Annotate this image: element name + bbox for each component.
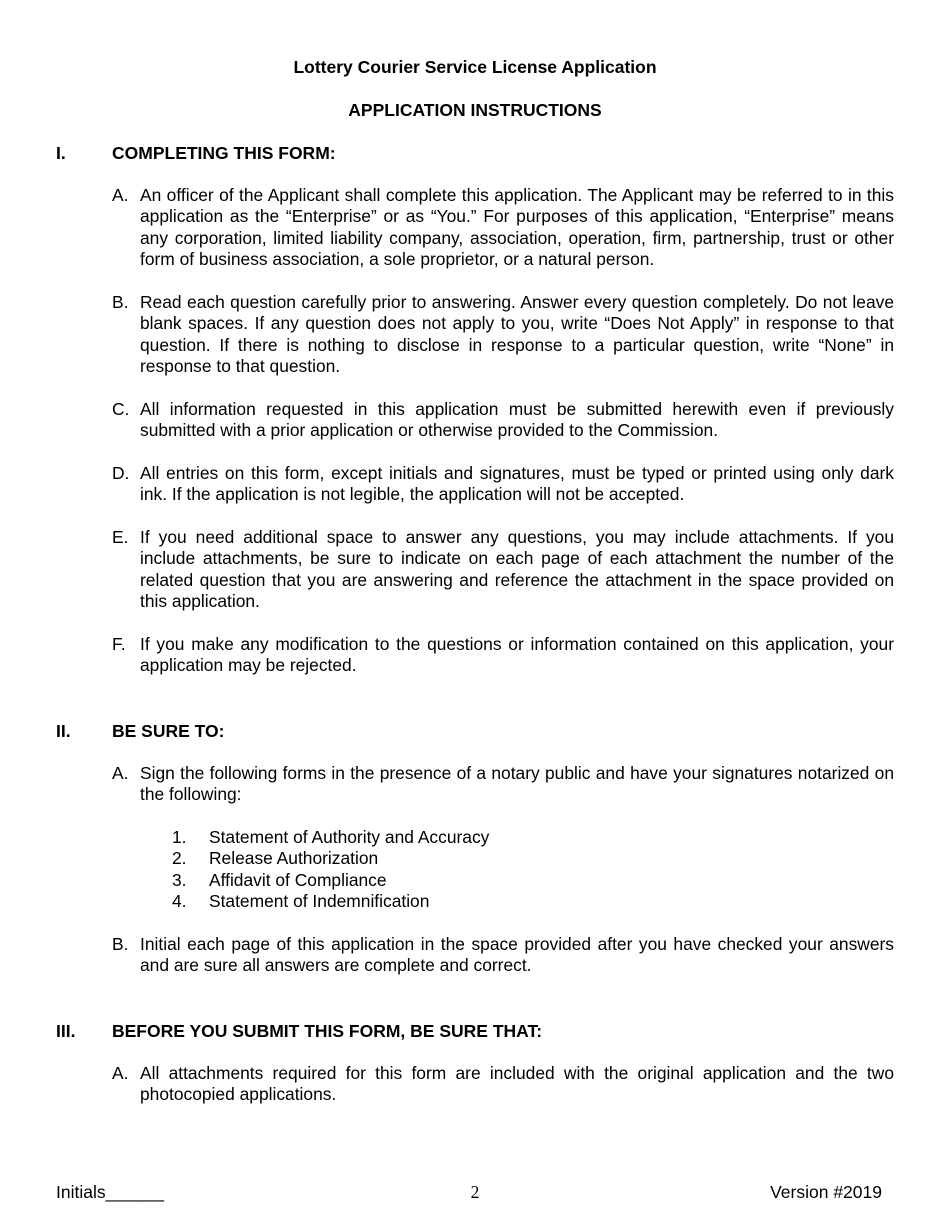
item-text: If you make any modification to the questions or information contained on this application, your application may be rejected. <box>140 634 894 676</box>
instruction-item <box>112 399 894 442</box>
document-title: Lottery Courier Service License Application <box>293 57 657 77</box>
list-text: Release Authorization <box>209 848 379 869</box>
section-numeral: I. <box>56 143 66 163</box>
list-text: Statement of Indemnification <box>209 891 430 912</box>
section-title: BE SURE TO: <box>112 721 225 741</box>
item-letter: F. <box>112 634 126 654</box>
list-number: 1. <box>172 827 187 847</box>
item-letter: B. <box>112 934 129 954</box>
list-number: 3. <box>172 869 187 890</box>
instruction-item <box>112 763 894 806</box>
instruction-item <box>112 934 894 977</box>
item-text: An officer of the Applicant shall complete this application. The Applicant may be referred to in this application as the “Enterprise” or as “You.” For purposes of this application, “Enterprise” means any corporation, limited liability company, association, operation, firm, partnership, trust or other form of business association, a sole proprietor, or a natural person. <box>140 185 894 270</box>
item-text: If you need additional space to answer any questions, you may include attachments. If you include attachments, be sure to indicate on each page of each attachment the number of the related question that you are answering and reference the attachment in the space provided on this application. <box>140 527 894 612</box>
item-text: Initial each page of this application in the space provided after you have checked your answers and are sure all answers are complete and correct. <box>140 934 894 976</box>
item-letter: B. <box>112 292 129 312</box>
version-label: Version #2019 <box>770 1182 882 1202</box>
list-text: Statement of Authority and Accuracy <box>209 827 490 847</box>
item-letter: C. <box>112 399 130 419</box>
list-number: 2. <box>172 848 187 869</box>
instruction-item <box>112 463 894 506</box>
item-text: All attachments required for this form are included with the original application and the two photocopied applications. <box>140 1063 894 1105</box>
item-letter: D. <box>112 463 130 483</box>
instruction-item <box>112 634 894 677</box>
instruction-item <box>112 185 894 271</box>
item-text: Sign the following forms in the presence of a notary public and have your signatures notarized on the following: <box>140 763 894 805</box>
item-text: All information requested in this application must be submitted herewith even if previously submitted with a prior application or otherwise provided to the Commission. <box>140 399 894 441</box>
item-text: All entries on this form, except initials and signatures, must be typed or printed using only dark ink. If the application is not legible, the application will not be accepted. <box>140 463 894 505</box>
page-number: 2 <box>470 1182 480 1202</box>
item-letter: A. <box>112 1063 129 1083</box>
item-text: Read each question carefully prior to answering. Answer every question completely. Do not leave blank spaces. If any question does not apply to you, write “Does Not Apply” in response to that question. If there is nothing to disclose in response to a particular question, write “None” in response to that question. <box>140 292 894 377</box>
initials-field[interactable]: Initials______ <box>56 1182 164 1202</box>
section-title: BEFORE YOU SUBMIT THIS FORM, BE SURE THAT: <box>112 1021 543 1041</box>
list-number: 4. <box>172 891 187 912</box>
item-letter: E. <box>112 527 129 547</box>
instruction-item <box>112 527 894 613</box>
instruction-item <box>112 292 894 378</box>
section-numeral: II. <box>56 721 71 741</box>
item-letter: A. <box>112 763 129 783</box>
item-letter: A. <box>112 185 129 205</box>
list-text: Affidavit of Compliance <box>209 869 387 890</box>
document-subtitle: APPLICATION INSTRUCTIONS <box>348 100 602 120</box>
section-numeral: III. <box>56 1021 76 1041</box>
section-title: COMPLETING THIS FORM: <box>112 143 336 163</box>
instruction-item <box>112 1063 894 1106</box>
